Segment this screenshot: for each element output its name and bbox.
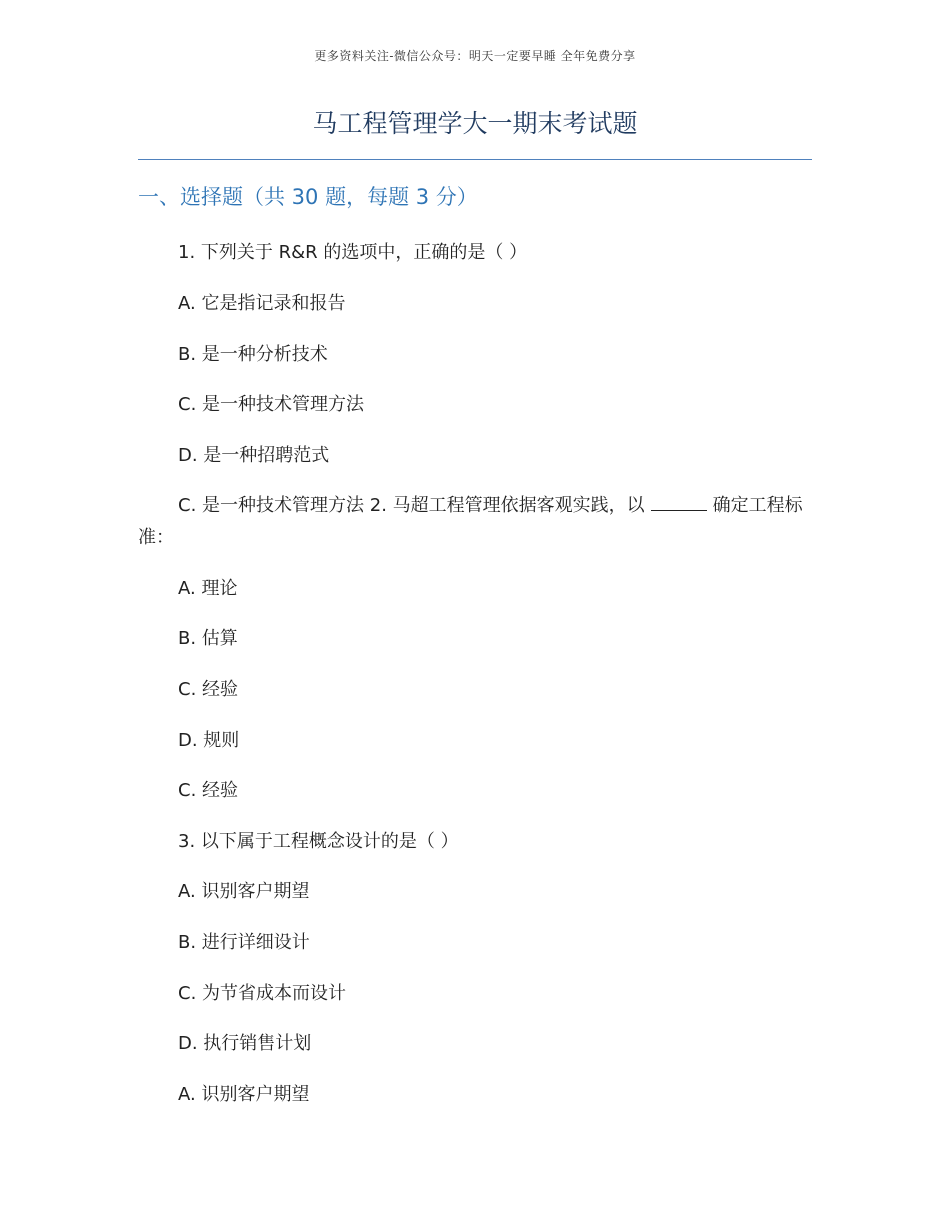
question-1-option-c: C. 是一种技术管理方法: [178, 394, 365, 415]
section-heading: 一、选择题（共 30 题，每题 3 分）: [138, 185, 478, 209]
question-1-option-a: A. 它是指记录和报告: [178, 293, 346, 314]
question-3-stem: 3. 以下属于工程概念设计的是（ ）: [178, 831, 459, 852]
question-2-answer: C. 经验: [178, 780, 239, 801]
question-3-answer: A. 识别客户期望: [178, 1084, 310, 1105]
question-2-paragraph: [138, 490, 812, 554]
question-1-option-b: B. 是一种分析技术: [178, 344, 328, 365]
question-3-option-b: B. 进行详细设计: [178, 932, 310, 953]
question-1-option-d: D. 是一种招聘范式: [178, 445, 330, 466]
question-3-option-d: D. 执行销售计划: [178, 1033, 312, 1054]
question-2-option-a: A. 理论: [178, 578, 238, 599]
question-3-option-c: C. 为节省成本而设计: [178, 983, 347, 1004]
question-2-option-b: B. 估算: [178, 628, 238, 649]
question-2-stem-start: 2. 马超工程管理依据客观实践，以: [369, 495, 645, 516]
question-1-answer: C. 是一种技术管理方法: [178, 495, 365, 516]
question-3-option-a: A. 识别客户期望: [178, 881, 310, 902]
question-2-stem-end: 确定工程标准：: [138, 495, 803, 548]
page-header: 更多资料关注-微信公众号：明天一定要早睡 全年免费分享: [314, 49, 636, 63]
question-1-stem: 1. 下列关于 R&R 的选项中，正确的是（ ）: [178, 242, 528, 263]
fill-in-blank: [651, 492, 707, 511]
title-divider: [138, 159, 812, 160]
document-title: 马工程管理学大一期末考试题: [312, 109, 638, 138]
question-2-option-c: C. 经验: [178, 679, 239, 700]
question-2-option-d: D. 规则: [178, 730, 240, 751]
